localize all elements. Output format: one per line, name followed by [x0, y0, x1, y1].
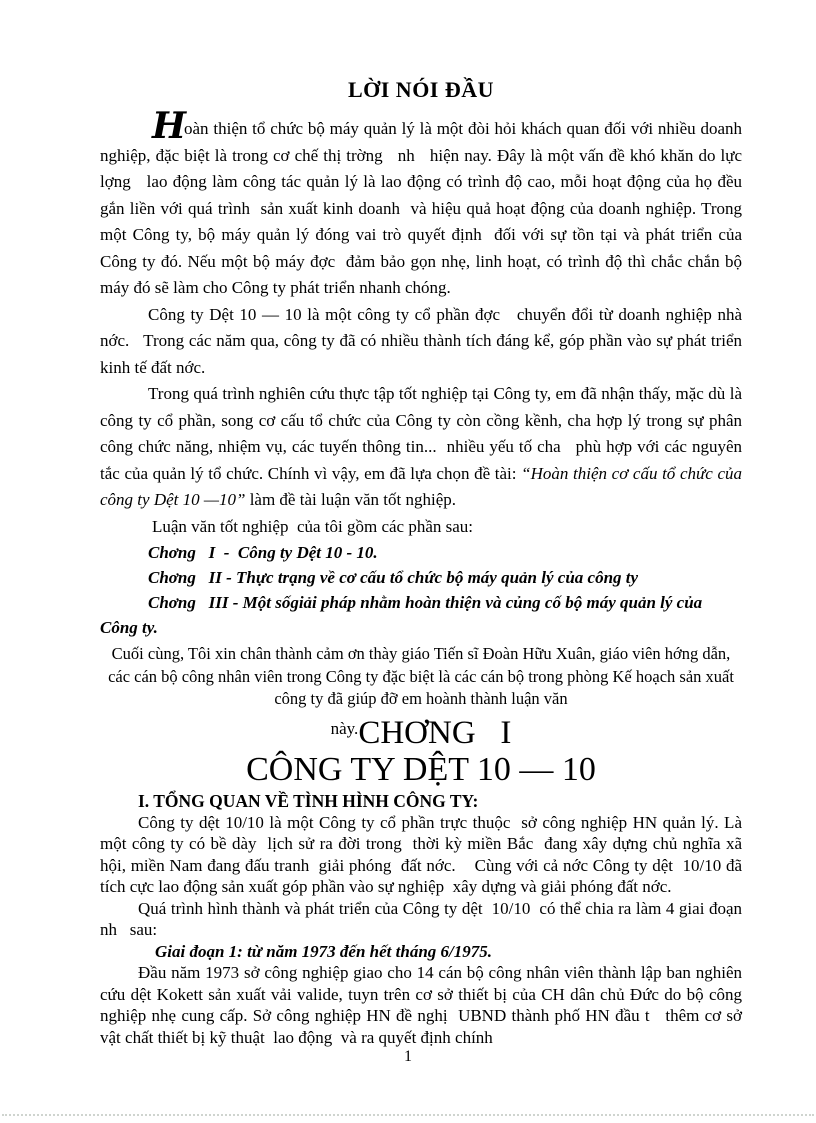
chapter-1-number: CHƠNG I	[358, 714, 512, 751]
intro-paragraph-3	[100, 381, 747, 514]
intro-paragraph-3-tail: làm đề tài luận văn tốt nghiệp.	[245, 490, 456, 509]
intro-paragraph-3-text: Trong quá trình nghiên cứu thực tập tốt nghiệp tại Công ty, em đã nhận thấy, mặc dù là công ty cổ phần, song cơ cấu tổ chức của Công ty còn cồng kềnh, cha hợp lý trong sự phân công chức năng, nhiệm vụ, các tuyến thông tin... nhiều yếu tố cha phù hợp với các nguyên tắc của quản lý tổ chức. Chính vì vậy, em đã lựa chọn đề tài:	[100, 384, 747, 483]
intro-paragraph-2: Công ty Dệt 10 — 10 là một công ty cổ phần đợc chuyển đổi từ doanh nghiệp nhà nớc. Trong các năm qua, công ty đã có nhiều thành tích đáng kể, góp phần vào sự phát triển kinh tế đất nớc.	[100, 304, 747, 377]
section-1-title: I. TỔNG QUAN VỀ TÌNH HÌNH CÔNG TY:	[138, 790, 479, 811]
intro-paragraph-1-text: oàn thiện tổ chức bộ máy quản lý là một đòi hỏi khách quan đối với nhiều doanh nghiệp, đặc biệt là trong cơ chế thị trờng nh hiện nay. Đây là một vấn đề khó khăn do lực lợng lao động làm công tác quản lý là lao động có trình độ cao, mỗi hoạt động của họ đều gắn liền với quá trình sản xuất kinh doanh và hiệu quả hoạt động của doanh nghiệp. Trong một Công ty, bộ máy quản lý đóng vai trò quyết định đối với sự tồn tại và phát triển của Công ty đó. Nếu một bộ máy đợc đảm bảo gọn nhẹ, linh hoạt, có trình độ thì chắc chắn bộ máy đó sẽ làm cho Công ty phát triển nhanh chóng.	[100, 119, 747, 297]
thesis-title-quote: “Hoàn thiện cơ cấu tổ chức của công ty Dệt 10 —10”	[100, 463, 747, 509]
nay-fragment: này.	[330, 718, 359, 738]
ornamental-dropcap-h: H	[152, 105, 185, 147]
intro-paragraph-1	[100, 105, 747, 302]
chapter-list-item-2: Chơng II - Thực trạng về cơ cấu tổ chức bộ máy quản lý của công ty	[148, 568, 639, 587]
page-number: 1	[404, 1048, 412, 1065]
page-boundary-dotted-line	[2, 1114, 814, 1116]
chapter-list-item-1: Chơng I - Công ty Dệt 10 - 10.	[148, 543, 378, 562]
chapter-1-heading	[100, 711, 742, 789]
chapter-1-title: CÔNG TY DỆT 10 — 10	[246, 750, 596, 788]
stage-1-title: Giai đoạn 1: từ năm 1973 đến hết tháng 6/1975.	[155, 941, 493, 961]
section-1-paragraph-2: Quá trình hình thành và phát triển của Công ty dệt 10/10 có thể chia ra làm 4 giai đoạn nh sau:	[100, 898, 747, 939]
chapter-1-heading-line1	[100, 711, 742, 751]
acknowledgement-paragraph: Cuối cùng, Tôi xin chân thành cảm ơn thày giáo Tiến sĩ Đoàn Hữu Xuân, giáo viên hớng dẫn, các cán bộ công nhân viên trong Công ty đặc biệt là các cán bộ trong phòng Kế hoạch sản xuất công ty đã giúp đỡ em hoành thành luận văn	[108, 644, 734, 708]
section-1-paragraph-1: Công ty dệt 10/10 là một Công ty cổ phần trực thuộc sở công nghiệp HN quản lý. Là một công ty có bề dày lịch sử ra đời trong thời kỳ miền Bắc đang xây dựng chủ nghĩa xã hội, miền Nam đang đấu tranh giải phóng đất nớc. Cùng với cả nớc Công ty dệt 10/10 đã tích cực lao động sản xuất góp phần vào sự nghiệp xây dựng và giải phóng đất nớc.	[100, 812, 747, 896]
section-1-paragraph-3: Đầu năm 1973 sở công nghiệp giao cho 14 cán bộ công nhân viên thành lập ban nghiên cứu dệt Kokett sản xuất vải valide, tuyn trên cơ sở thiết bị của CH dân chủ Đức do bộ công nghiệp nhẹ cung cấp. Sở công nghiệp HN đề nghị UBND thành phố HN đầu t thêm cơ sở vật chất thiết bị kỹ thuật lao động và ra quyết định chính	[100, 963, 747, 1047]
page-title: LỜI NÓI ĐẦU	[347, 77, 495, 102]
chapter-list-item-3: Chơng III - Một sốgiải pháp nhằm hoàn thiện và củng cố bộ máy quản lý của Công ty.	[100, 593, 707, 637]
outline-intro-line: Luận văn tốt nghiệp của tôi gồm các phần sau:	[152, 516, 474, 536]
